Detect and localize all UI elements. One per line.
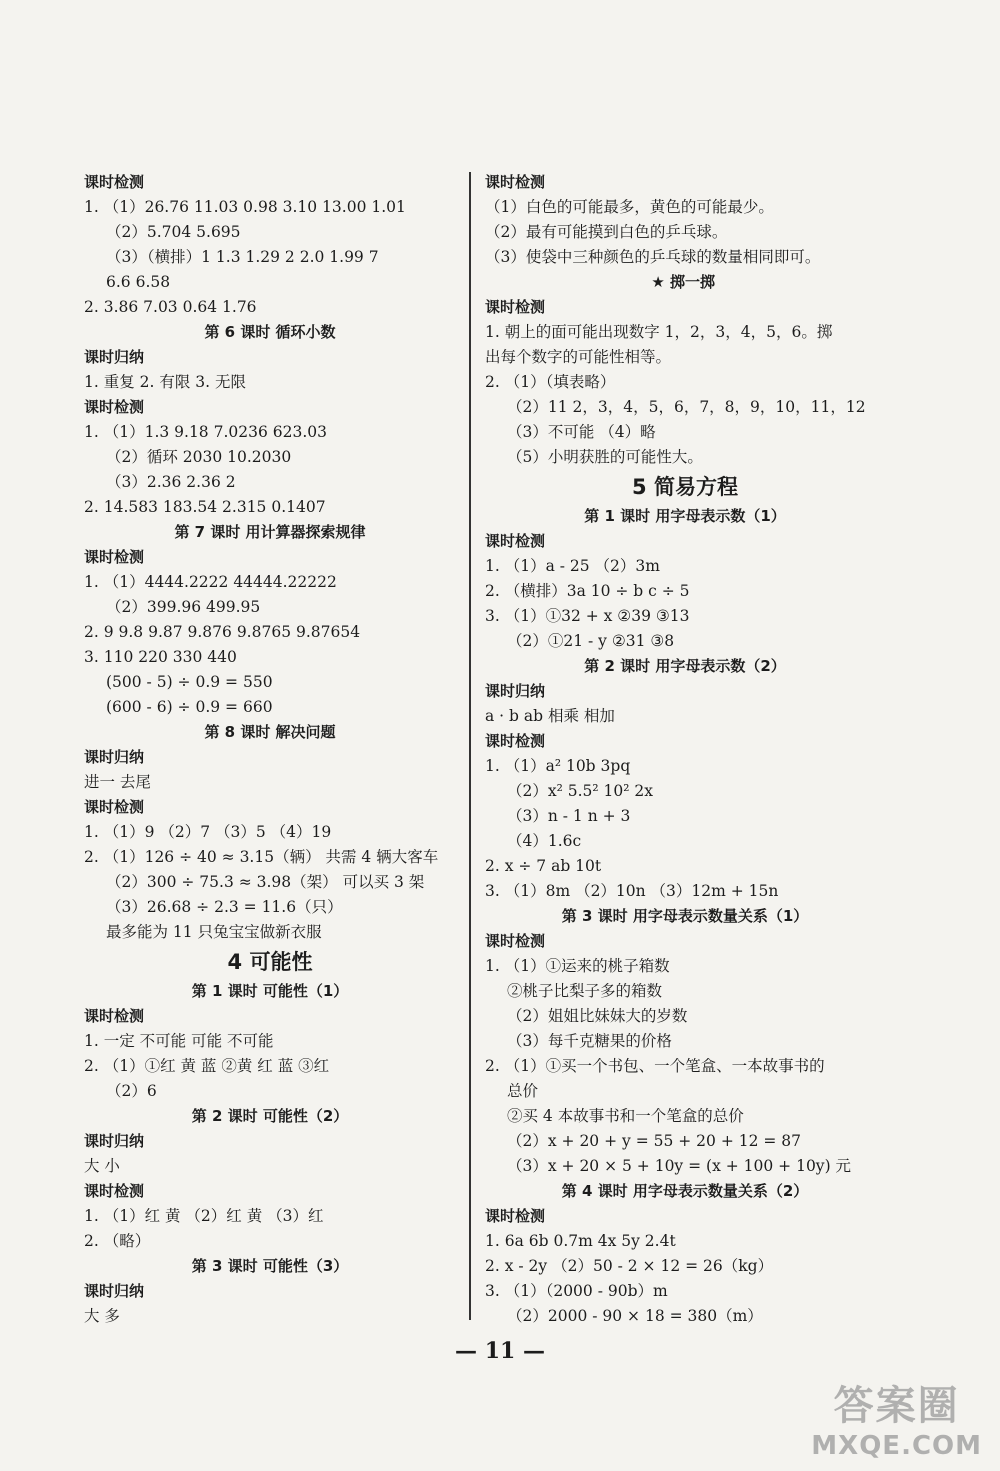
- answer-line: 进一 去尾: [84, 773, 151, 791]
- section-label: 课时检测: [84, 398, 145, 416]
- answer-line: 2. （1）（填表略）: [485, 373, 616, 391]
- page-number: — 11 —: [455, 1338, 545, 1364]
- answer-line: ②桃子比梨子多的箱数: [507, 982, 663, 1000]
- answer-line: （2）循环 2030 10.2030: [106, 448, 292, 466]
- answer-line: ②买 4 本故事书和一个笔盒的总价: [507, 1107, 744, 1125]
- section-label: 课时检测: [84, 798, 145, 816]
- answer-line: （2）5.704 5.695: [106, 223, 241, 241]
- answer-line: a · b ab 相乘 相加: [485, 707, 615, 725]
- answer-line: 2. （1）①红 黄 蓝 ②黄 红 蓝 ③红: [84, 1057, 330, 1075]
- section-label: 课时检测: [84, 1007, 145, 1025]
- answer-line: 1. （1）9 （2）7 （3）5 （4）19: [84, 823, 332, 841]
- answer-line: 2. （略）: [84, 1232, 151, 1250]
- lesson-title: 第 2 课时 可能性（2）: [191, 1107, 349, 1125]
- answer-line: 出每个数字的可能性相等。: [485, 348, 672, 366]
- answer-line: 1. 6a 6b 0.7m 4x 5y 2.4t: [485, 1232, 676, 1250]
- section-label: 课时检测: [485, 532, 546, 550]
- unit-title: 4 可能性: [227, 950, 313, 974]
- answer-line: （3）（横排）1 1.3 1.29 2 2.0 1.99 7: [106, 248, 379, 266]
- column-divider: [469, 172, 471, 1320]
- answer-line: (500 - 5) ÷ 0.9 = 550: [106, 673, 273, 691]
- section-label: 课时检测: [485, 1207, 546, 1225]
- lesson-title: 第 6 课时 循环小数: [204, 323, 336, 341]
- answer-line: 6.6 6.58: [106, 273, 171, 291]
- answer-line: （3）2.36 2.36 2: [106, 473, 236, 491]
- watermark-url: MXQE.COM: [811, 1431, 982, 1461]
- answer-line: 大 多: [84, 1307, 120, 1325]
- section-label: 课时检测: [485, 298, 546, 316]
- answer-line: 1. （1）26.76 11.03 0.98 3.10 13.00 1.01: [84, 198, 406, 216]
- answer-line: 2. 14.583 183.54 2.315 0.1407: [84, 498, 326, 516]
- answer-line: 2. （横排）3a 10 ÷ b c ÷ 5: [485, 582, 690, 600]
- answer-line: （2）6: [106, 1082, 157, 1100]
- answer-line: （3）使袋中三种颜色的乒乓球的数量相同即可。: [485, 248, 821, 266]
- watermark-title: 答案圈: [833, 1383, 960, 1429]
- answer-line: （2）300 ÷ 75.3 ≈ 3.98（架） 可以买 3 架: [106, 873, 425, 891]
- section-label: 课时归纳: [84, 348, 145, 366]
- answer-line: （3）每千克糖果的价格: [507, 1032, 672, 1050]
- answer-line: 1. 重复 2. 有限 3. 无限: [84, 373, 247, 391]
- lesson-title: 第 1 课时 用字母表示数（1）: [584, 507, 786, 525]
- answer-line: 3. （1）8m （2）10n （3）12m + 15n: [485, 882, 779, 900]
- answer-line: （3）x + 20 × 5 + 10y = (x + 100 + 10y) 元: [507, 1157, 852, 1175]
- answer-line: （2）x² 5.5² 10² 2x: [507, 782, 654, 800]
- answer-line: （3）26.68 ÷ 2.3 = 11.6（只）: [106, 898, 343, 916]
- lesson-title: 第 1 课时 可能性（1）: [191, 982, 349, 1000]
- unit-title: 5 简易方程: [632, 475, 738, 499]
- lesson-title: 第 4 课时 用字母表示数量关系（2）: [561, 1182, 809, 1200]
- lesson-title: 第 8 课时 解决问题: [204, 723, 336, 741]
- answer-line: 1. 一定 不可能 可能 不可能: [84, 1032, 274, 1050]
- section-label: 课时归纳: [84, 1282, 145, 1300]
- answer-line: 总价: [507, 1082, 539, 1100]
- answer-line: 1. （1）①运来的桃子箱数: [485, 957, 670, 975]
- answer-line: （2）①21 - y ②31 ③8: [507, 632, 675, 650]
- answer-line: 1. （1）4444.2222 44444.22222: [84, 573, 337, 591]
- answer-line: (600 - 6) ÷ 0.9 = 660: [106, 698, 273, 716]
- answer-line: （3）n - 1 n + 3: [507, 807, 631, 825]
- answer-line: 2. 3.86 7.03 0.64 1.76: [84, 298, 257, 316]
- answer-line: 大 小: [84, 1157, 120, 1175]
- answer-line: （1）白色的可能最多，黄色的可能最少。: [485, 198, 774, 216]
- watermark-logo: [811, 1374, 982, 1461]
- section-label: 课时归纳: [485, 682, 546, 700]
- answer-line: （2）2000 - 90 × 18 = 380（m）: [507, 1307, 763, 1325]
- section-label: 课时归纳: [84, 1132, 145, 1150]
- left-column: [84, 170, 456, 1329]
- answer-line: 3. （1）（2000 - 90b）m: [485, 1282, 668, 1300]
- answer-line: 2. （1）126 ÷ 40 ≈ 3.15（辆） 共需 4 辆大客车: [84, 848, 439, 866]
- section-label: 课时检测: [485, 732, 546, 750]
- answer-line: 1. （1）a - 25 （2）3m: [485, 557, 660, 575]
- answer-line: 2. （1）①买一个书包、一个笔盒、一本故事书的: [485, 1057, 825, 1075]
- lesson-title: 第 3 课时 可能性（3）: [191, 1257, 349, 1275]
- answer-line: 3. （1）①32 + x ②39 ③13: [485, 607, 690, 625]
- lesson-title: 第 7 课时 用计算器探索规律: [174, 523, 366, 541]
- answer-line: （2）11 2，3，4，5，6，7，8，9，10，11，12: [507, 398, 866, 416]
- activity-title: ★ 掷一掷: [651, 273, 715, 291]
- answer-line: （2）姐姐比妹妹大的岁数: [507, 1007, 688, 1025]
- answer-line: 3. 110 220 330 440: [84, 648, 237, 666]
- answer-line: 1. （1）红 黄 （2）红 黄 （3）红: [84, 1207, 324, 1225]
- answer-line: （2）399.96 499.95: [106, 598, 261, 616]
- answer-line: （5）小明获胜的可能性大。: [507, 448, 703, 466]
- section-label: 课时检测: [84, 173, 145, 191]
- lesson-title: 第 2 课时 用字母表示数（2）: [584, 657, 786, 675]
- section-label: 课时检测: [485, 173, 546, 191]
- section-label: 课时检测: [84, 548, 145, 566]
- answer-line: 1. （1）a² 10b 3pq: [485, 757, 631, 775]
- answer-line: （3）不可能 （4）略: [507, 423, 656, 441]
- section-label: 课时检测: [84, 1182, 145, 1200]
- answer-line: （2）最有可能摸到白色的乒乓球。: [485, 223, 728, 241]
- right-column: [485, 170, 885, 1329]
- lesson-title: 第 3 课时 用字母表示数量关系（1）: [561, 907, 809, 925]
- section-label: 课时归纳: [84, 748, 145, 766]
- answer-line: 最多能为 11 只兔宝宝做新衣服: [106, 923, 322, 941]
- answer-line: 2. x - 2y （2）50 - 2 × 12 = 26（kg）: [485, 1257, 774, 1275]
- answer-line: 2. x ÷ 7 ab 10t: [485, 857, 602, 875]
- section-label: 课时检测: [485, 932, 546, 950]
- answer-line: 2. 9 9.8 9.87 9.876 9.8765 9.87654: [84, 623, 361, 641]
- answer-line: 1. （1）1.3 9.18 7.0236 623.03: [84, 423, 327, 441]
- answer-line: （2）x + 20 + y = 55 + 20 + 12 = 87: [507, 1132, 802, 1150]
- answer-line: （4）1.6c: [507, 832, 582, 850]
- answer-line: 1. 朝上的面可能出现数字 1，2，3，4，5，6。掷: [485, 323, 833, 341]
